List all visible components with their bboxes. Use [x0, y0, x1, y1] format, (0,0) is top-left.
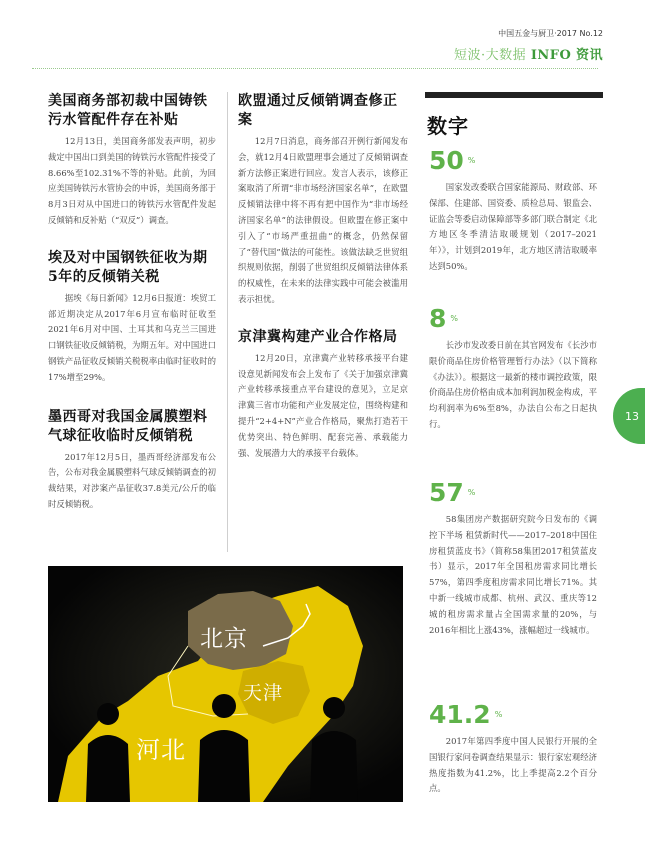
article-body: 12月7日消息，商务部召开例行新闻发布会，就12月4日欧盟理事会通过了反倾销调查新方法修正案进行回应。发言人表示，该修正案取消了所谓“非市场经济国家名单”，在欧盟反倾销法律中将不再有把中国作为“非市场经济国家名单”的法律假设。但欧盟在修正案中引入了“市场严重扭曲”的概念，仍然保留了“替代国”做法的可能性。该做法缺乏世贸组织规则依据，削弱了世贸组织反倾销法律体系的权威性，在未来的法律实践中可能会被滥用表示担忧。	[238, 136, 408, 304]
sidebar-top-bar	[425, 92, 603, 98]
article-title: 京津冀构建产业合作格局	[238, 328, 398, 345]
article-title: 欧盟通过反倾销调查修正案	[238, 93, 398, 128]
section-prefix: 短波·大数据	[454, 48, 527, 63]
section-info: INFO	[530, 48, 572, 63]
column-middle	[238, 92, 408, 461]
stat-value: 50 %	[429, 146, 476, 175]
article-title: 美国商务部初裁中国铸铁污水管配件存在补贴	[48, 93, 208, 128]
stat-value: 57 %	[429, 478, 476, 507]
numbers-sidebar	[425, 92, 603, 812]
article-body: 据埃《每日新闻》12月6日报道：埃贸工部近期决定从2017年6月宣布临时征收至2021年6月对中国、土耳其和乌克兰三国进口钢铁征收反倾销税，为期五年。对中国进口钢铁产品征收反倾销关税税率由临时征收时的17%增至29%。	[48, 292, 216, 382]
top-divider	[32, 68, 598, 69]
issue-label: 中国五金与厨卫·2017 No.12	[498, 29, 603, 38]
stat-value: 8 %	[429, 304, 459, 333]
section-suffix: 资讯	[575, 48, 603, 63]
article-body: 12月13日，美国商务部发表声明，初步裁定中国出口到美国的铸铁污水管配件接受了8.66%至102.31%不等的补贴。此前，为回应美国铸铁污水管协会的申诉，美国商务部于8月3日对从中国进口的铸铁污水管配件发起反倾销和反补贴（“双反”）调查。	[48, 136, 216, 225]
page-number-tab	[613, 388, 645, 444]
article-body: 12月20日，京津冀产业转移承接平台建设意见新闻发布会上发布了《关于加强京津冀产业转移承接重点平台建设的意见》，立足京津冀三省市功能和产业发展定位，围绕构建和提升“2+4+N”产业合作格局，聚焦打造若干优势突出、特色鲜明、配套完善、承载能力强、发展潜力大的承接平台载体。	[238, 352, 408, 458]
section-header	[454, 44, 603, 63]
stat-text: 2017年第四季度中国人民银行开展的全国银行家问卷调查结果显示：银行家宏观经济热度指数为41.2%，比上季提高2.2个百分点。	[429, 736, 597, 794]
map-label-hebei: 河北	[136, 736, 186, 764]
map-label-beijing: 北京	[200, 626, 248, 652]
stat-block	[429, 306, 597, 433]
article-title: 埃及对中国钢铁征收为期5年的反倾销关税	[48, 249, 208, 285]
stat-text: 58集团房产数据研究院今日发布的《调控下半场 租赁新时代——2017–2018中国住房租赁蓝皮书》（简称58集团2017租赁蓝皮书）显示，2017年全国租房需求同比增长57%，第四季度租房需求同比增长71%。其中新一线城市成都、杭州、武汉、重庆等12城的租房需求量占全国需求量的20%，与2016年相比上涨43%，涨幅超过一线城市。	[429, 514, 597, 635]
page-number: 13	[625, 409, 639, 423]
column-left	[48, 92, 216, 513]
stat-text: 长沙市发改委日前在其官网发布《长沙市限价商品住房价格管理暂行办法》（以下简称《办法》）。根据这一最新的楼市调控政策，限价商品住房价格由成本加利润加税金构成，平均利润率为6%至8%，办法自公布之日起执行。	[429, 340, 597, 429]
stat-text: 国家发改委联合国家能源局、财政部、环保部、住建部、国资委、质检总局、银监会、证监会等委启动保障部等多部门联合制定《北方地区冬季清洁取暖规划（2017–2021年）》，计划到2019年，北方地区清洁取暖率达到50%。	[429, 182, 597, 271]
column-divider	[227, 92, 228, 552]
stat-value: 41.2 %	[429, 700, 503, 729]
map-photo	[48, 566, 403, 802]
sidebar-title: 数字	[427, 114, 469, 138]
stat-block	[429, 702, 597, 797]
stat-block	[429, 480, 597, 638]
map-label-tianjin: 天津	[243, 682, 284, 704]
map-illustration	[48, 566, 403, 802]
stat-block	[429, 148, 597, 275]
article-title: 墨西哥对我国金属膜塑料气球征收临时反倾销税	[48, 408, 208, 444]
article-body: 2017年12月5日，墨西哥经济部发布公告，公布对我金属膜塑料气球反倾销调查的初裁结果，对涉案产品征收37.8美元/公斤的临时反倾销税。	[48, 451, 216, 509]
